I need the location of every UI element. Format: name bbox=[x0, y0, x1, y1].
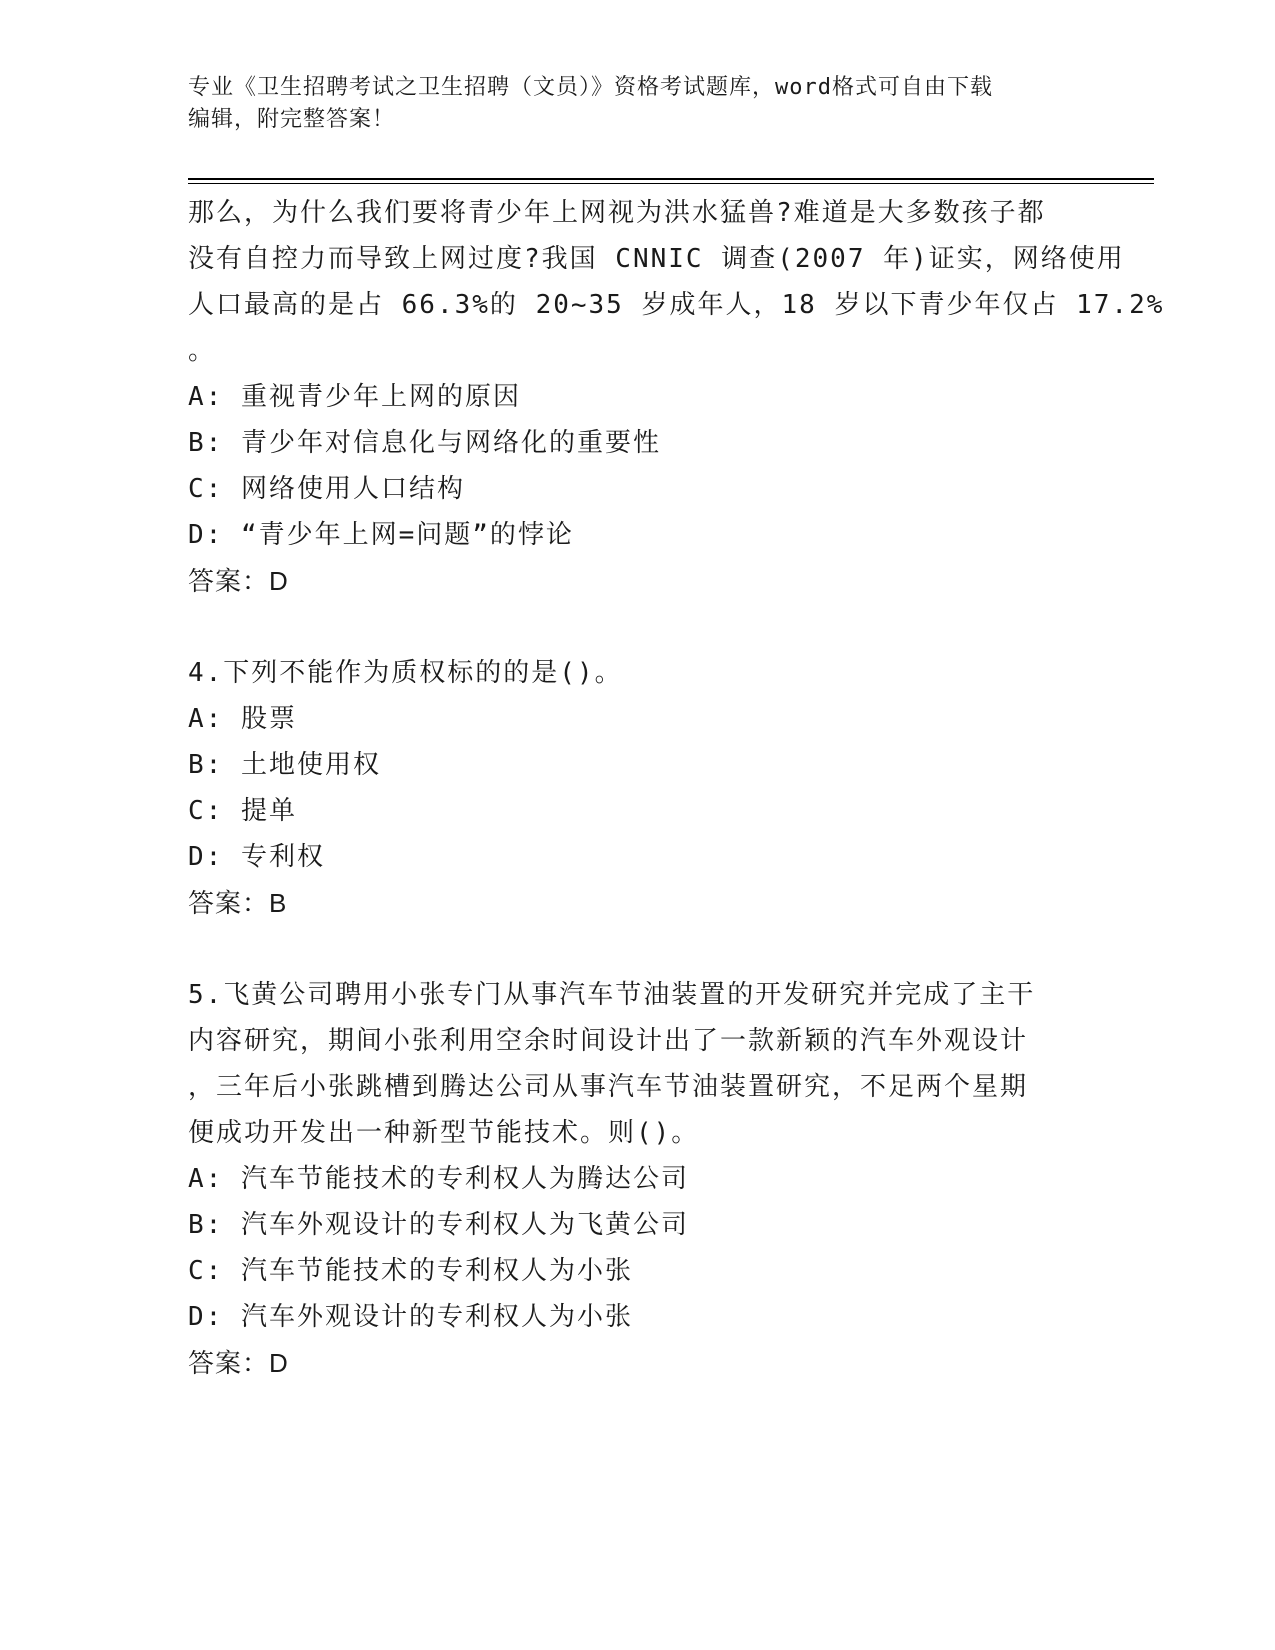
option-d: D: 汽车外观设计的专利权人为小张 bbox=[188, 1302, 633, 1332]
option-d: D: 专利权 bbox=[188, 842, 325, 872]
question-4 bbox=[188, 650, 1088, 926]
header-divider-thin bbox=[188, 183, 1154, 184]
option-b: B: 青少年对信息化与网络化的重要性 bbox=[188, 428, 661, 458]
spacer bbox=[188, 604, 1088, 650]
question-stem-line: 5.飞黄公司聘用小张专门从事汽车节油装置的开发研究并完成了主干 bbox=[188, 980, 1036, 1010]
question-5 bbox=[188, 972, 1088, 1386]
question-stem-line: 4.下列不能作为质权标的的是()。 bbox=[188, 658, 623, 688]
option-c: C: 汽车节能技术的专利权人为小张 bbox=[188, 1256, 633, 1286]
option-a: A: 股票 bbox=[188, 704, 297, 734]
spacer bbox=[188, 926, 1088, 972]
option-a: A: 重视青少年上网的原因 bbox=[188, 382, 521, 412]
option-a: A: 汽车节能技术的专利权人为腾达公司 bbox=[188, 1164, 689, 1194]
header-line-1: 专业《卫生招聘考试之卫生招聘（文员）》资格考试题库，word格式可自由下载 bbox=[188, 75, 993, 100]
answer: 答案：D bbox=[188, 566, 289, 596]
header-divider-thick bbox=[188, 178, 1154, 180]
option-d: D: “青少年上网=问题”的悖论 bbox=[188, 520, 574, 550]
option-c: C: 提单 bbox=[188, 796, 297, 826]
question-3 bbox=[188, 190, 1165, 604]
question-stem-line: ，三年后小张跳槽到腾达公司从事汽车节油装置研究，不足两个星期 bbox=[188, 1072, 1029, 1102]
question-stem-line: 那么，为什么我们要将青少年上网视为洪水猛兽?难道是大多数孩子都 bbox=[188, 198, 1046, 228]
option-b: B: 汽车外观设计的专利权人为飞黄公司 bbox=[188, 1210, 689, 1240]
document-header bbox=[188, 72, 1068, 136]
question-stem-line: 便成功开发出一种新型节能技术。则()。 bbox=[188, 1118, 700, 1148]
question-list bbox=[188, 190, 1165, 1386]
question-stem-line: 人口最高的是占 66.3%的 20~35 岁成年人，18 岁以下青少年仅占 17.2% bbox=[188, 290, 1165, 320]
option-c: C: 网络使用人口结构 bbox=[188, 474, 465, 504]
option-b: B: 土地使用权 bbox=[188, 750, 381, 780]
question-stem-line: 内容研究，期间小张利用空余时间设计出了一款新颖的汽车外观设计 bbox=[188, 1026, 1029, 1056]
question-stem-line: 没有自控力而导致上网过度?我国 CNNIC 调查(2007 年)证实，网络使用 bbox=[188, 244, 1125, 274]
header-line-2: 编辑，附完整答案！ bbox=[188, 107, 396, 132]
question-stem-line: 。 bbox=[188, 336, 217, 366]
answer: 答案：B bbox=[188, 888, 288, 918]
answer: 答案：D bbox=[188, 1348, 289, 1378]
